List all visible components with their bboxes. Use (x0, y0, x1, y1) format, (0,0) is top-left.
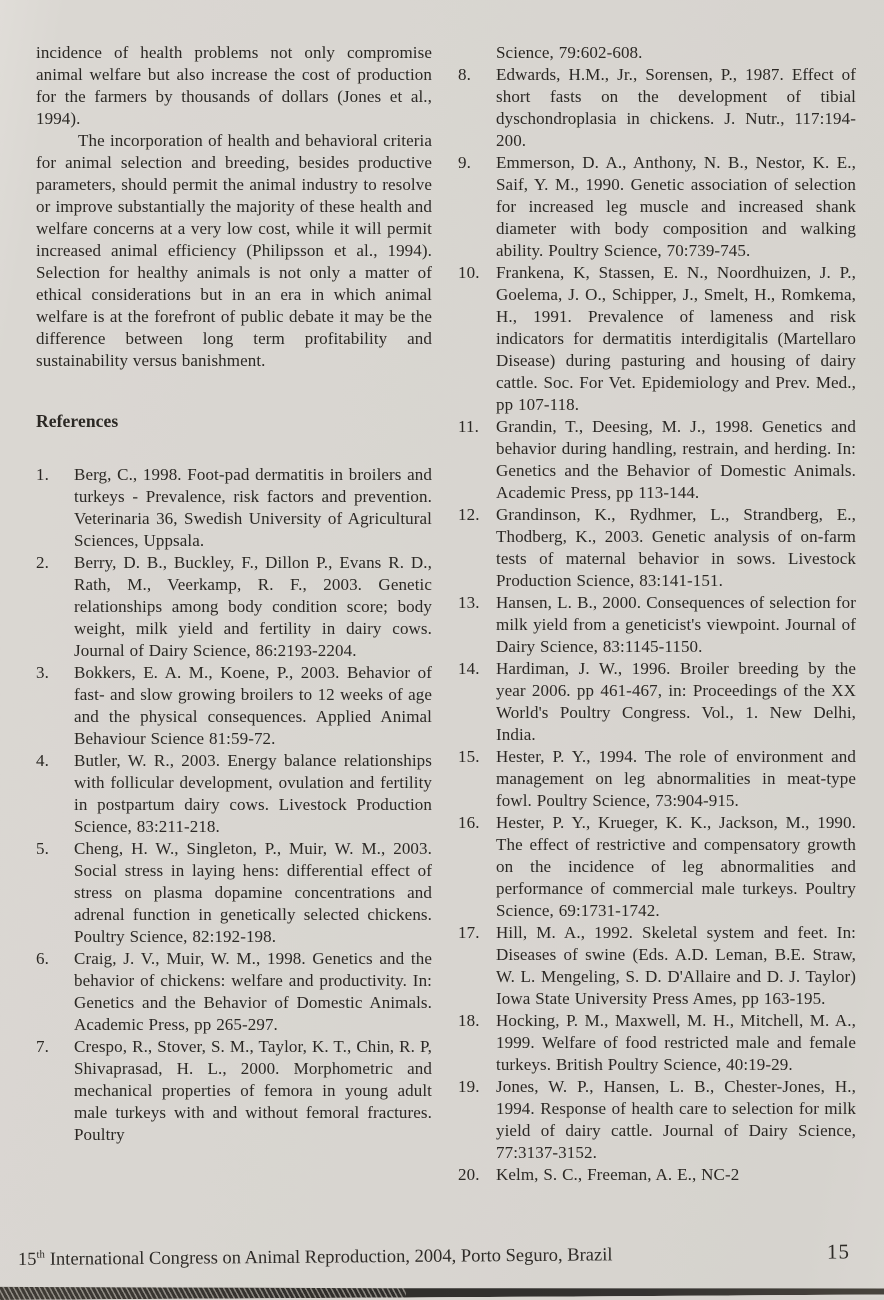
reference-item (36, 464, 432, 552)
reference-item (458, 416, 856, 504)
reference-text: Hocking, P. M., Maxwell, M. H., Mitchell, M. A., 1999. Welfare of food restricted male and female turkeys. British Poultry Science, 40:19-29. (496, 1011, 856, 1074)
body-paragraph: incidence of health problems not only compromise animal welfare but also increase the cost of production for the farmers by thousands of dollars (Jones et al., 1994). (36, 43, 432, 128)
reference-text: Cheng, H. W., Singleton, P., Muir, W. M., 2003. Social stress in laying hens: differential effect of stress on plasma dopamine concentrations and adrenal function in genetically selected chickens. Poultry Science, 82:192-198. (74, 839, 432, 946)
reference-number: 9. (458, 153, 471, 172)
reference-item (458, 746, 856, 812)
reference-text: Berg, C., 1998. Foot-pad dermatitis in broilers and turkeys - Prevalence, risk factors and prevention. Veterinaria 36, Swedish University of Agricultural Sciences, Uppsala. (74, 465, 432, 550)
reference-text: Emmerson, D. A., Anthony, N. B., Nestor, K. E., Saif, Y. M., 1990. Genetic association of selection for increased leg muscle and increased shank diameter with body composition and walking ability. Poultry Science, 70:739-745. (496, 153, 856, 260)
reference-item (458, 922, 856, 1010)
reference-text: Grandin, T., Deesing, M. J., 1998. Genetics and behavior during handling, restrain, and herding. In: Genetics and the Behavior of Domestic Animals. Academic Press, pp 113-144. (496, 417, 856, 502)
reference-text: Hansen, L. B., 2000. Consequences of selection for milk yield from a geneticist's viewpoint. Journal of Dairy Science, 83:1145-1150. (496, 593, 856, 656)
reference-number: 1. (36, 465, 49, 484)
references-heading: References (36, 411, 119, 431)
reference-number: 3. (36, 663, 49, 682)
reference-text: Hester, P. Y., Krueger, K. K., Jackson, M., 1990. The effect of restrictive and compensatory growth on the incidence of leg abnormalities and performance of commercial male turkeys. Poultry Science, 69:1731-1742. (496, 813, 856, 920)
body-paragraph: The incorporation of health and behavioral criteria for animal selection and breeding, besides productive parameters, should permit the animal industry to resolve or improve substantially the majority of these health and welfare concerns at a very low cost, while it will permit increased animal efficiency (Philipsson et al., 1994). Selection for healthy animals is not only a matter of ethical considerations but in an era in which animal welfare is at the forefront of public debate it may be the difference between long term profitability and sustainability versus banishment. (36, 131, 432, 370)
reference-item (36, 838, 432, 948)
page-number: 15 (826, 1239, 851, 1264)
reference-item (36, 1036, 432, 1146)
references-list-right (458, 42, 856, 1186)
reference-text: Jones, W. P., Hansen, L. B., Chester-Jones, H., 1994. Response of health care to selection for milk yield of dairy cattle. Journal of Dairy Science, 77:3137-3152. (496, 1077, 856, 1162)
footer-citation-text: International Congress on Animal Reproduction, 2004, Porto Seguro, Brazil (49, 1245, 613, 1270)
reference-text: Craig, J. V., Muir, W. M., 1998. Genetics and the behavior of chickens: welfare and productivity. In: Genetics and the Behavior of Domestic Animals. Academic Press, pp 265-297. (74, 949, 432, 1034)
right-column (458, 42, 856, 1232)
reference-number: 14. (458, 659, 480, 678)
reference-item (458, 152, 856, 262)
reference-item (36, 948, 432, 1036)
reference-number: 20. (458, 1165, 480, 1184)
reference-item (36, 750, 432, 838)
reference-number: 10. (458, 263, 480, 282)
reference-item (36, 552, 432, 662)
reference-text: Hardiman, J. W., 1996. Broiler breeding by the year 2006. pp 461-467, in: Proceedings of the XX World's Poultry Congress. Vol., 1. New Delhi, India. (496, 659, 856, 744)
page-footer (18, 1239, 850, 1271)
reference-text: Crespo, R., Stover, S. M., Taylor, K. T., Chin, R. P, Shivaprasad, H. L., 2000. Morphometric and mechanical properties of femora in young adult male turkeys with and without femoral fractures. Poultry (74, 1037, 432, 1144)
footer-congress-number: 15 (17, 1249, 37, 1270)
reference-item (458, 42, 856, 64)
reference-item (458, 1076, 856, 1164)
reference-item (458, 658, 856, 746)
reference-item (458, 1164, 856, 1186)
footer-ordinal-suffix: th (36, 1248, 45, 1261)
left-column (36, 42, 432, 1232)
reference-text: Frankena, K, Stassen, E. N., Noordhuizen, J. P., Goelema, J. O., Schipper, J., Smelt, H., Romkema, H., 1991. Prevalence of lameness and risk indicators for dermatitis interdigitalis (Martellaro Disease) during pasturing and housing of dairy cattle. Soc. For Vet. Epidemiology and Prev. Med., pp 107-118. (496, 263, 856, 414)
reference-item (458, 1010, 856, 1076)
reference-number: 16. (458, 813, 480, 832)
reference-item (458, 64, 856, 152)
reference-number: 19. (458, 1077, 480, 1096)
reference-text: Butler, W. R., 2003. Energy balance relationships with follicular development, ovulation and fertility in postpartum dairy cows. Livestock Production Science, 83:211-218. (74, 751, 432, 836)
reference-number: 17. (458, 923, 480, 942)
reference-item (458, 262, 856, 416)
reference-item (36, 662, 432, 750)
reference-item (458, 504, 856, 592)
reference-number: 8. (458, 65, 471, 84)
reference-item (458, 592, 856, 658)
reference-number: 18. (458, 1011, 480, 1030)
reference-text: Grandinson, K., Rydhmer, L., Strandberg, E., Thodberg, K., 2003. Genetic analysis of on-farm tests of maternal behavior in sows. Livestock Production Science, 83:141-151. (496, 505, 856, 590)
reference-text: Kelm, S. C., Freeman, A. E., NC-2 (496, 1165, 740, 1184)
reference-number: 5. (36, 839, 49, 858)
reference-number: 7. (36, 1037, 49, 1056)
reference-number: 11. (458, 417, 479, 436)
reference-number: 4. (36, 751, 49, 770)
reference-text: Bokkers, E. A. M., Koene, P., 2003. Behavior of fast- and slow growing broilers to 12 weeks of age and the physical consequences. Applied Animal Behaviour Science 81:59-72. (74, 663, 432, 748)
reference-text: Hester, P. Y., 1994. The role of environment and management on leg abnormalities in meat-type fowl. Poultry Science, 73:904-915. (496, 747, 856, 810)
references-list-left (36, 464, 432, 1146)
reference-number: 2. (36, 553, 49, 572)
reference-text: Hill, M. A., 1992. Skeletal system and feet. In: Diseases of swine (Eds. A.D. Leman, B.E. Straw, W. L. Mengeling, S. D. D'Allaire and D. J. Taylor) Iowa State University Press Ames, pp 163-195. (496, 923, 856, 1008)
reference-text: Berry, D. B., Buckley, F., Dillon P., Evans R. D., Rath, M., Veerkamp, R. F., 2003. Genetic relationships among body condition score; body weight, milk yield and fertility in dairy cows. Journal of Dairy Science, 86:2193-2204. (74, 553, 432, 660)
reference-number: 13. (458, 593, 480, 612)
reference-number: 12. (458, 505, 480, 524)
reference-item (458, 812, 856, 922)
reference-number: 6. (36, 949, 49, 968)
reference-number: 15. (458, 747, 480, 766)
reference-text: Edwards, H.M., Jr., Sorensen, P., 1987. Effect of short fasts on the development of tibial dyschondroplasia in chickens. J. Nutr., 117:194-200. (496, 65, 856, 150)
reference-text: Science, 79:602-608. (496, 43, 643, 62)
footer-citation (18, 1245, 613, 1271)
